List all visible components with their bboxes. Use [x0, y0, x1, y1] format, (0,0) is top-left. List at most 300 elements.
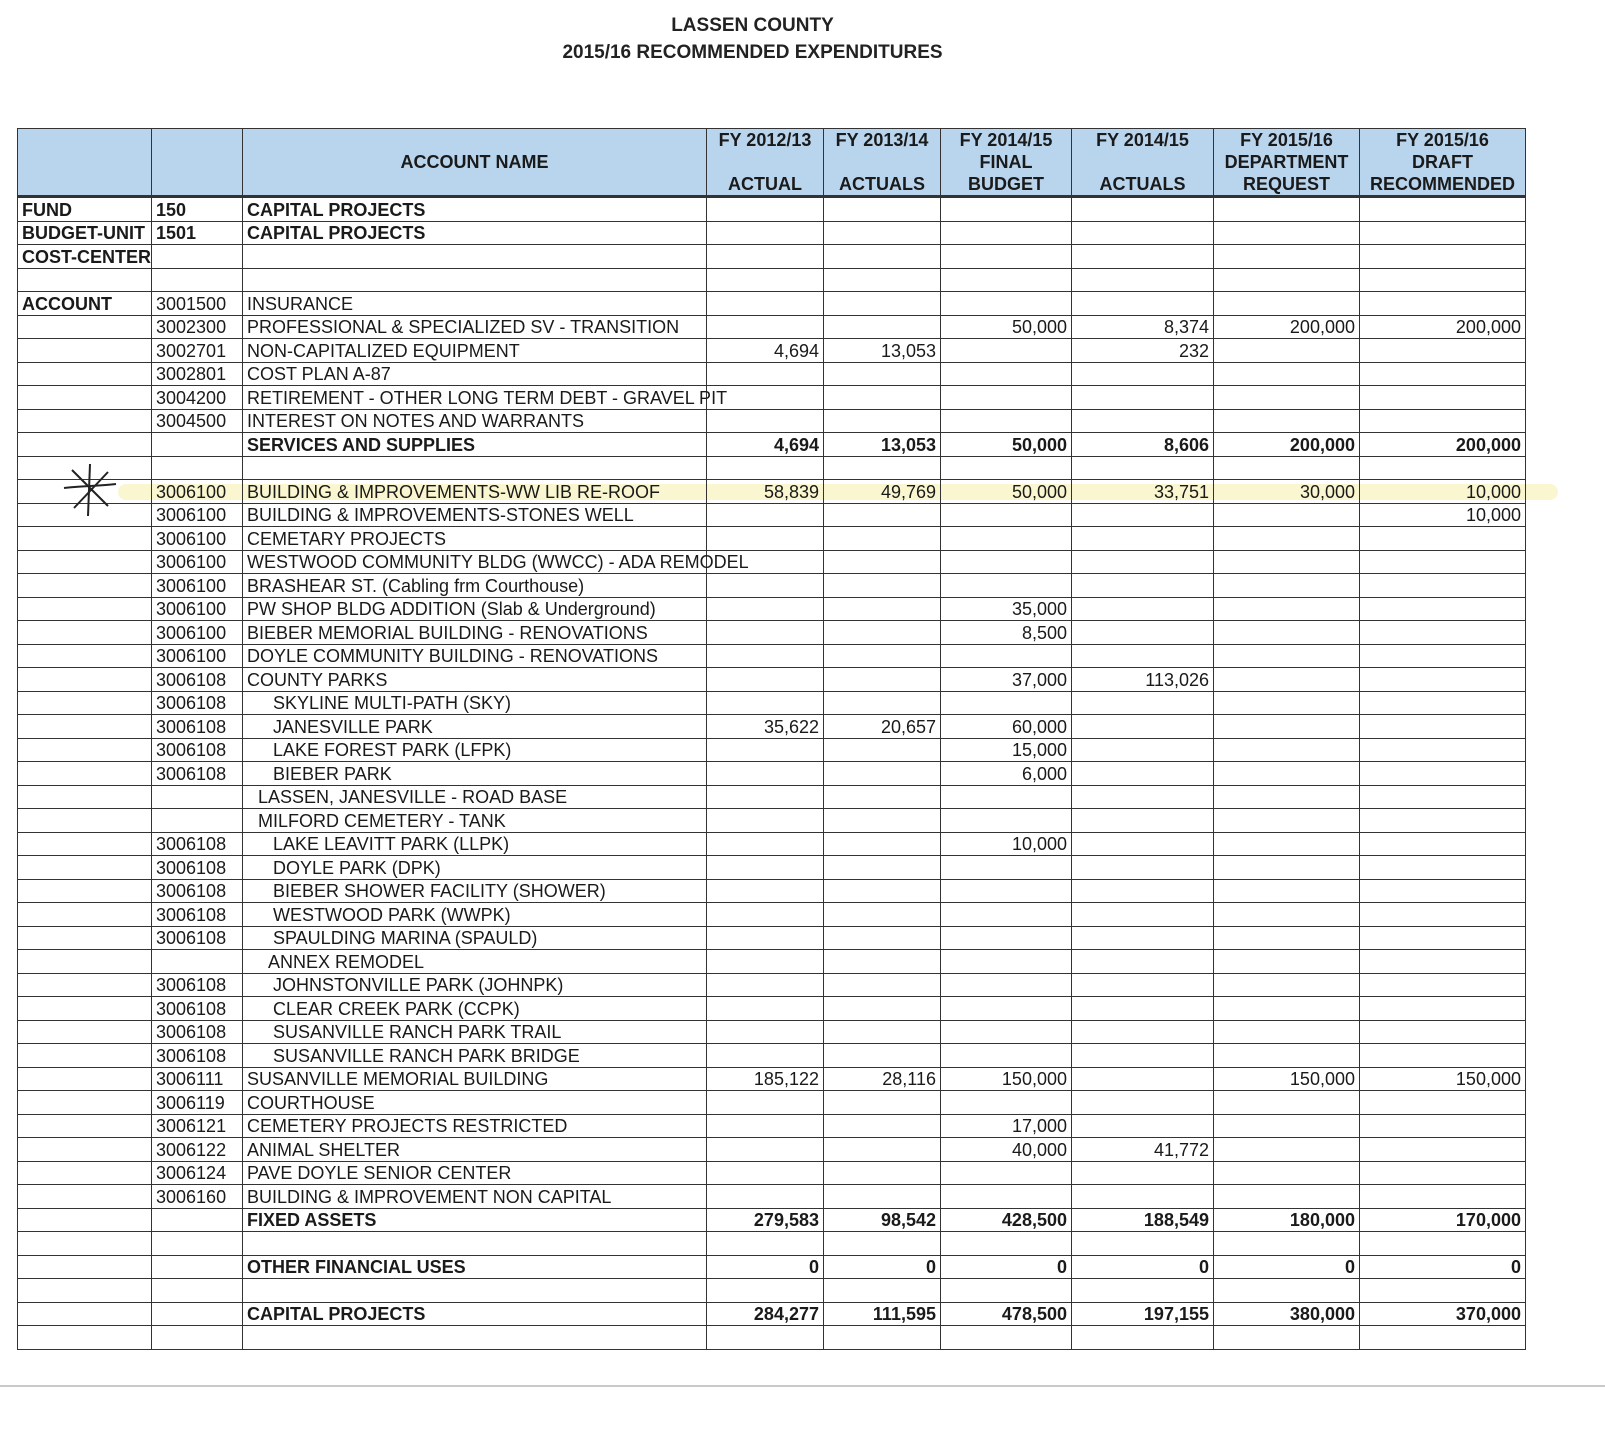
value-fy2015-department-request [1214, 1044, 1360, 1068]
value-fy2013-actuals [824, 503, 941, 527]
value-fy2015-department-request [1214, 245, 1360, 269]
account-name: COURTHOUSE [243, 1091, 707, 1115]
account-name: BUILDING & IMPROVEMENTS-WW LIB RE-ROOF [243, 480, 707, 504]
value-fy2015-department-request [1214, 973, 1360, 997]
header-label-col [18, 129, 152, 197]
value-fy2012-actual [707, 1185, 824, 1209]
row-label [18, 527, 152, 551]
account-code: 3006108 [152, 832, 243, 856]
account-name: LAKE LEAVITT PARK (LLPK) [243, 832, 707, 856]
row-label [18, 1044, 152, 1068]
table-row [18, 997, 1526, 1021]
value-fy2015-draft-recommended [1360, 715, 1526, 739]
value-fy2013-actuals [824, 621, 941, 645]
account-name: CLEAR CREEK PARK (CCPK) [243, 997, 707, 1021]
table-row [18, 245, 1526, 269]
account-code: 3004500 [152, 409, 243, 433]
value-fy2013-actuals [824, 292, 941, 316]
value-fy2015-draft-recommended [1360, 362, 1526, 386]
table-row [18, 832, 1526, 856]
row-label: FUND [18, 197, 152, 222]
table-row [18, 644, 1526, 668]
value-fy2013-actuals [824, 738, 941, 762]
account-code: 3006108 [152, 668, 243, 692]
value-fy2013-actuals [824, 1326, 941, 1350]
value-fy2014-final-budget: 50,000 [941, 480, 1072, 504]
value-fy2015-department-request [1214, 1279, 1360, 1303]
value-fy2012-actual [707, 1114, 824, 1138]
value-fy2015-department-request: 200,000 [1214, 433, 1360, 457]
account-code: 3006119 [152, 1091, 243, 1115]
value-fy2014-final-budget [941, 644, 1072, 668]
value-fy2015-department-request [1214, 785, 1360, 809]
account-name: ANNEX REMODEL [243, 950, 707, 974]
account-name: CEMETARY PROJECTS [243, 527, 707, 551]
value-fy2015-department-request [1214, 362, 1360, 386]
value-fy2012-actual [707, 292, 824, 316]
value-fy2013-actuals: 111,595 [824, 1302, 941, 1326]
value-fy2015-department-request [1214, 926, 1360, 950]
table-row [18, 292, 1526, 316]
value-fy2015-department-request: 200,000 [1214, 315, 1360, 339]
account-name: CEMETERY PROJECTS RESTRICTED [243, 1114, 707, 1138]
account-code: 3006108 [152, 715, 243, 739]
value-fy2014-actuals: 0 [1072, 1255, 1214, 1279]
value-fy2013-actuals: 0 [824, 1255, 941, 1279]
header-row [18, 129, 1526, 197]
value-fy2015-draft-recommended [1360, 1091, 1526, 1115]
table-row [18, 621, 1526, 645]
value-fy2014-actuals [1072, 973, 1214, 997]
table-row [18, 668, 1526, 692]
row-label [18, 715, 152, 739]
table-row [18, 1279, 1526, 1303]
account-code: 3006108 [152, 997, 243, 1021]
value-fy2015-draft-recommended [1360, 550, 1526, 574]
value-fy2014-final-budget [941, 292, 1072, 316]
value-fy2014-actuals [1072, 1326, 1214, 1350]
value-fy2015-draft-recommended [1360, 762, 1526, 786]
value-fy2013-actuals [824, 1114, 941, 1138]
value-fy2014-actuals [1072, 292, 1214, 316]
account-code: 3002701 [152, 339, 243, 363]
value-fy2015-draft-recommended: 370,000 [1360, 1302, 1526, 1326]
value-fy2014-actuals [1072, 809, 1214, 833]
account-code [152, 245, 243, 269]
value-fy2013-actuals [824, 245, 941, 269]
row-label [18, 339, 152, 363]
value-fy2012-actual [707, 1020, 824, 1044]
account-code [152, 1232, 243, 1256]
value-fy2012-actual [707, 1044, 824, 1068]
value-fy2015-draft-recommended [1360, 1232, 1526, 1256]
table-row [18, 1138, 1526, 1162]
value-fy2015-draft-recommended [1360, 456, 1526, 480]
row-label [18, 668, 152, 692]
total-row [18, 1302, 1526, 1326]
value-fy2014-final-budget [941, 527, 1072, 551]
value-fy2014-final-budget [941, 550, 1072, 574]
value-fy2013-actuals [824, 197, 941, 222]
value-fy2014-final-budget [941, 950, 1072, 974]
value-fy2014-final-budget [941, 809, 1072, 833]
value-fy2015-department-request: 380,000 [1214, 1302, 1360, 1326]
value-fy2012-actual [707, 879, 824, 903]
row-label [18, 550, 152, 574]
row-label [18, 362, 152, 386]
value-fy2013-actuals [824, 409, 941, 433]
account-name: ANIMAL SHELTER [243, 1138, 707, 1162]
value-fy2014-actuals [1072, 903, 1214, 927]
value-fy2012-actual: 4,694 [707, 433, 824, 457]
value-fy2014-final-budget [941, 362, 1072, 386]
handwritten-asterisk-icon [60, 460, 120, 520]
value-fy2013-actuals [824, 903, 941, 927]
account-name: PROFESSIONAL & SPECIALIZED SV - TRANSITION [243, 315, 707, 339]
value-fy2015-department-request [1214, 1185, 1360, 1209]
value-fy2015-draft-recommended [1360, 903, 1526, 927]
value-fy2014-final-budget: 50,000 [941, 433, 1072, 457]
account-name: BUILDING & IMPROVEMENTS-STONES WELL [243, 503, 707, 527]
value-fy2014-final-budget: 10,000 [941, 832, 1072, 856]
header-code-col [152, 129, 243, 197]
value-fy2015-draft-recommended [1360, 268, 1526, 292]
value-fy2014-actuals [1072, 1185, 1214, 1209]
account-name: WESTWOOD COMMUNITY BLDG (WWCC) - ADA REMODEL [243, 550, 707, 574]
value-fy2014-final-budget [941, 197, 1072, 222]
value-fy2014-actuals [1072, 527, 1214, 551]
row-label [18, 950, 152, 974]
account-name: SERVICES AND SUPPLIES [243, 433, 707, 457]
table-row [18, 574, 1526, 598]
value-fy2015-department-request [1214, 1114, 1360, 1138]
value-fy2014-final-budget [941, 503, 1072, 527]
value-fy2015-draft-recommended [1360, 738, 1526, 762]
value-fy2012-actual [707, 503, 824, 527]
value-fy2014-final-budget [941, 879, 1072, 903]
account-code: 3006100 [152, 644, 243, 668]
value-fy2013-actuals [824, 268, 941, 292]
value-fy2013-actuals [824, 809, 941, 833]
value-fy2015-draft-recommended [1360, 1185, 1526, 1209]
value-fy2015-draft-recommended: 10,000 [1360, 503, 1526, 527]
value-fy2014-actuals [1072, 503, 1214, 527]
value-fy2015-draft-recommended [1360, 621, 1526, 645]
account-name: FIXED ASSETS [243, 1208, 707, 1232]
row-label: BUDGET-UNIT [18, 221, 152, 245]
value-fy2014-final-budget: 6,000 [941, 762, 1072, 786]
value-fy2012-actual: 4,694 [707, 339, 824, 363]
value-fy2015-draft-recommended [1360, 527, 1526, 551]
account-name [243, 1279, 707, 1303]
value-fy2014-final-budget [941, 245, 1072, 269]
row-label [18, 1232, 152, 1256]
account-code: 3006108 [152, 903, 243, 927]
account-name: BIEBER PARK [243, 762, 707, 786]
value-fy2014-final-budget [941, 856, 1072, 880]
account-name [243, 456, 707, 480]
value-fy2012-actual: 284,277 [707, 1302, 824, 1326]
value-fy2012-actual [707, 903, 824, 927]
account-code: 3006100 [152, 550, 243, 574]
value-fy2012-actual [707, 856, 824, 880]
row-label [18, 1302, 152, 1326]
value-fy2014-final-budget: 8,500 [941, 621, 1072, 645]
row-label [18, 1091, 152, 1115]
value-fy2013-actuals: 28,116 [824, 1067, 941, 1091]
row-label [18, 1326, 152, 1350]
account-code [152, 456, 243, 480]
table-row [18, 762, 1526, 786]
account-code [152, 1302, 243, 1326]
row-label [18, 785, 152, 809]
value-fy2013-actuals: 98,542 [824, 1208, 941, 1232]
row-label [18, 1185, 152, 1209]
value-fy2014-final-budget: 35,000 [941, 597, 1072, 621]
value-fy2012-actual [707, 268, 824, 292]
value-fy2014-final-budget: 17,000 [941, 1114, 1072, 1138]
value-fy2012-actual: 0 [707, 1255, 824, 1279]
value-fy2015-department-request [1214, 386, 1360, 410]
value-fy2015-draft-recommended [1360, 950, 1526, 974]
account-name: COUNTY PARKS [243, 668, 707, 692]
value-fy2015-department-request [1214, 856, 1360, 880]
table-row [18, 856, 1526, 880]
value-fy2015-department-request: 150,000 [1214, 1067, 1360, 1091]
value-fy2015-department-request [1214, 1161, 1360, 1185]
value-fy2014-actuals [1072, 1020, 1214, 1044]
row-label [18, 832, 152, 856]
value-fy2014-actuals: 41,772 [1072, 1138, 1214, 1162]
value-fy2015-department-request [1214, 550, 1360, 574]
account-name: INSURANCE [243, 292, 707, 316]
value-fy2014-final-budget [941, 268, 1072, 292]
value-fy2015-draft-recommended [1360, 785, 1526, 809]
value-fy2014-actuals [1072, 856, 1214, 880]
row-label [18, 621, 152, 645]
row-label [18, 409, 152, 433]
value-fy2015-draft-recommended: 170,000 [1360, 1208, 1526, 1232]
value-fy2012-actual [707, 315, 824, 339]
value-fy2014-actuals [1072, 762, 1214, 786]
value-fy2014-actuals: 8,374 [1072, 315, 1214, 339]
value-fy2015-department-request [1214, 197, 1360, 222]
value-fy2014-final-budget: 478,500 [941, 1302, 1072, 1326]
table-row [18, 1185, 1526, 1209]
value-fy2014-final-budget [941, 1161, 1072, 1185]
table-row [18, 527, 1526, 551]
account-name: CAPITAL PROJECTS [243, 1302, 707, 1326]
account-name: SUSANVILLE MEMORIAL BUILDING [243, 1067, 707, 1091]
row-label [18, 1255, 152, 1279]
value-fy2014-actuals [1072, 456, 1214, 480]
table-row [18, 1161, 1526, 1185]
row-label [18, 856, 152, 880]
row-label [18, 315, 152, 339]
account-code [152, 268, 243, 292]
value-fy2015-draft-recommended [1360, 879, 1526, 903]
value-fy2012-actual [707, 738, 824, 762]
value-fy2013-actuals [824, 1232, 941, 1256]
account-code [152, 1279, 243, 1303]
value-fy2015-draft-recommended [1360, 1279, 1526, 1303]
value-fy2015-draft-recommended [1360, 1114, 1526, 1138]
account-name: DOYLE COMMUNITY BUILDING - RENOVATIONS [243, 644, 707, 668]
value-fy2015-department-request: 180,000 [1214, 1208, 1360, 1232]
header-fy2015-department-request: FY 2015/16 DEPARTMENT REQUEST [1214, 129, 1360, 197]
account-code: 3006108 [152, 762, 243, 786]
value-fy2012-actual [707, 574, 824, 598]
account-name: CAPITAL PROJECTS [243, 197, 707, 222]
account-name: LAKE FOREST PARK (LFPK) [243, 738, 707, 762]
value-fy2012-actual [707, 197, 824, 222]
account-name: JANESVILLE PARK [243, 715, 707, 739]
value-fy2014-final-budget [941, 221, 1072, 245]
table-row [18, 1326, 1526, 1350]
scan-edge-divider [0, 1385, 1605, 1387]
account-name: PW SHOP BLDG ADDITION (Slab & Underground) [243, 597, 707, 621]
value-fy2015-department-request [1214, 738, 1360, 762]
value-fy2014-final-budget: 50,000 [941, 315, 1072, 339]
total-row [18, 433, 1526, 457]
row-label [18, 903, 152, 927]
value-fy2015-draft-recommended: 0 [1360, 1255, 1526, 1279]
row-label [18, 926, 152, 950]
value-fy2013-actuals [824, 1161, 941, 1185]
table-row [18, 738, 1526, 762]
value-fy2014-actuals [1072, 1232, 1214, 1256]
value-fy2015-department-request [1214, 1326, 1360, 1350]
account-code: 3002300 [152, 315, 243, 339]
value-fy2012-actual [707, 221, 824, 245]
value-fy2014-actuals [1072, 268, 1214, 292]
value-fy2015-draft-recommended [1360, 1326, 1526, 1350]
account-name: MILFORD CEMETERY - TANK [243, 809, 707, 833]
value-fy2013-actuals: 20,657 [824, 715, 941, 739]
table-row [18, 197, 1526, 222]
row-label [18, 1208, 152, 1232]
header-fy2012-actual: FY 2012/13 ACTUAL [707, 129, 824, 197]
value-fy2014-actuals [1072, 832, 1214, 856]
row-label [18, 1279, 152, 1303]
account-code: 3006160 [152, 1185, 243, 1209]
value-fy2015-draft-recommended: 150,000 [1360, 1067, 1526, 1091]
value-fy2013-actuals [824, 456, 941, 480]
value-fy2013-actuals [824, 856, 941, 880]
value-fy2013-actuals [824, 597, 941, 621]
value-fy2014-actuals: 8,606 [1072, 433, 1214, 457]
value-fy2014-final-budget [941, 1020, 1072, 1044]
account-name [243, 245, 707, 269]
value-fy2015-draft-recommended [1360, 574, 1526, 598]
value-fy2014-actuals [1072, 691, 1214, 715]
table-row [18, 1020, 1526, 1044]
value-fy2012-actual: 279,583 [707, 1208, 824, 1232]
value-fy2014-actuals: 188,549 [1072, 1208, 1214, 1232]
account-name: BIEBER SHOWER FACILITY (SHOWER) [243, 879, 707, 903]
value-fy2013-actuals [824, 832, 941, 856]
value-fy2012-actual [707, 1232, 824, 1256]
value-fy2012-actual [707, 456, 824, 480]
account-name [243, 1326, 707, 1350]
value-fy2014-actuals [1072, 1279, 1214, 1303]
value-fy2014-actuals [1072, 550, 1214, 574]
table-row [18, 715, 1526, 739]
value-fy2014-actuals [1072, 644, 1214, 668]
header-fy2014-actuals: FY 2014/15 ACTUALS [1072, 129, 1214, 197]
value-fy2015-department-request [1214, 668, 1360, 692]
account-name: INTEREST ON NOTES AND WARRANTS [243, 409, 707, 433]
value-fy2013-actuals: 13,053 [824, 433, 941, 457]
account-code [152, 809, 243, 833]
value-fy2013-actuals [824, 691, 941, 715]
account-code: 1501 [152, 221, 243, 245]
value-fy2012-actual [707, 1161, 824, 1185]
account-name: RETIREMENT - OTHER LONG TERM DEBT - GRAVEL PIT [243, 386, 707, 410]
header-fy2013-actuals: FY 2013/14 ACTUALS [824, 129, 941, 197]
table-row [18, 691, 1526, 715]
account-code: 3006108 [152, 879, 243, 903]
table-row [18, 903, 1526, 927]
value-fy2015-draft-recommended [1360, 809, 1526, 833]
account-code: 3006108 [152, 973, 243, 997]
value-fy2015-department-request [1214, 221, 1360, 245]
value-fy2015-draft-recommended [1360, 1044, 1526, 1068]
value-fy2014-final-budget: 40,000 [941, 1138, 1072, 1162]
value-fy2013-actuals [824, 762, 941, 786]
value-fy2014-actuals [1072, 1161, 1214, 1185]
value-fy2015-draft-recommended [1360, 832, 1526, 856]
row-label: COST-CENTER [18, 245, 152, 269]
value-fy2013-actuals [824, 879, 941, 903]
value-fy2015-department-request [1214, 339, 1360, 363]
account-code: 3006100 [152, 597, 243, 621]
row-label [18, 386, 152, 410]
value-fy2013-actuals [824, 973, 941, 997]
value-fy2014-final-budget [941, 785, 1072, 809]
value-fy2012-actual [707, 1326, 824, 1350]
header-fy2015-draft-recommended: FY 2015/16 DRAFT RECOMMENDED [1360, 129, 1526, 197]
value-fy2013-actuals [824, 644, 941, 668]
value-fy2014-final-budget [941, 1232, 1072, 1256]
table-row [18, 1114, 1526, 1138]
value-fy2014-actuals [1072, 221, 1214, 245]
value-fy2012-actual [707, 668, 824, 692]
account-code: 3006108 [152, 926, 243, 950]
value-fy2013-actuals [824, 221, 941, 245]
account-name: BIEBER MEMORIAL BUILDING - RENOVATIONS [243, 621, 707, 645]
account-code: 150 [152, 197, 243, 222]
value-fy2012-actual [707, 832, 824, 856]
value-fy2014-actuals [1072, 245, 1214, 269]
account-name: COST PLAN A-87 [243, 362, 707, 386]
table-row [18, 926, 1526, 950]
value-fy2014-actuals [1072, 386, 1214, 410]
value-fy2015-draft-recommended [1360, 926, 1526, 950]
value-fy2015-department-request [1214, 503, 1360, 527]
value-fy2013-actuals [824, 1020, 941, 1044]
value-fy2012-actual [707, 973, 824, 997]
account-code: 3006108 [152, 1044, 243, 1068]
table-row [18, 785, 1526, 809]
account-code [152, 785, 243, 809]
value-fy2015-draft-recommended: 200,000 [1360, 433, 1526, 457]
value-fy2014-final-budget [941, 973, 1072, 997]
value-fy2013-actuals [824, 362, 941, 386]
value-fy2015-department-request [1214, 527, 1360, 551]
document-title: LASSEN COUNTY [671, 15, 834, 36]
row-label [18, 1114, 152, 1138]
